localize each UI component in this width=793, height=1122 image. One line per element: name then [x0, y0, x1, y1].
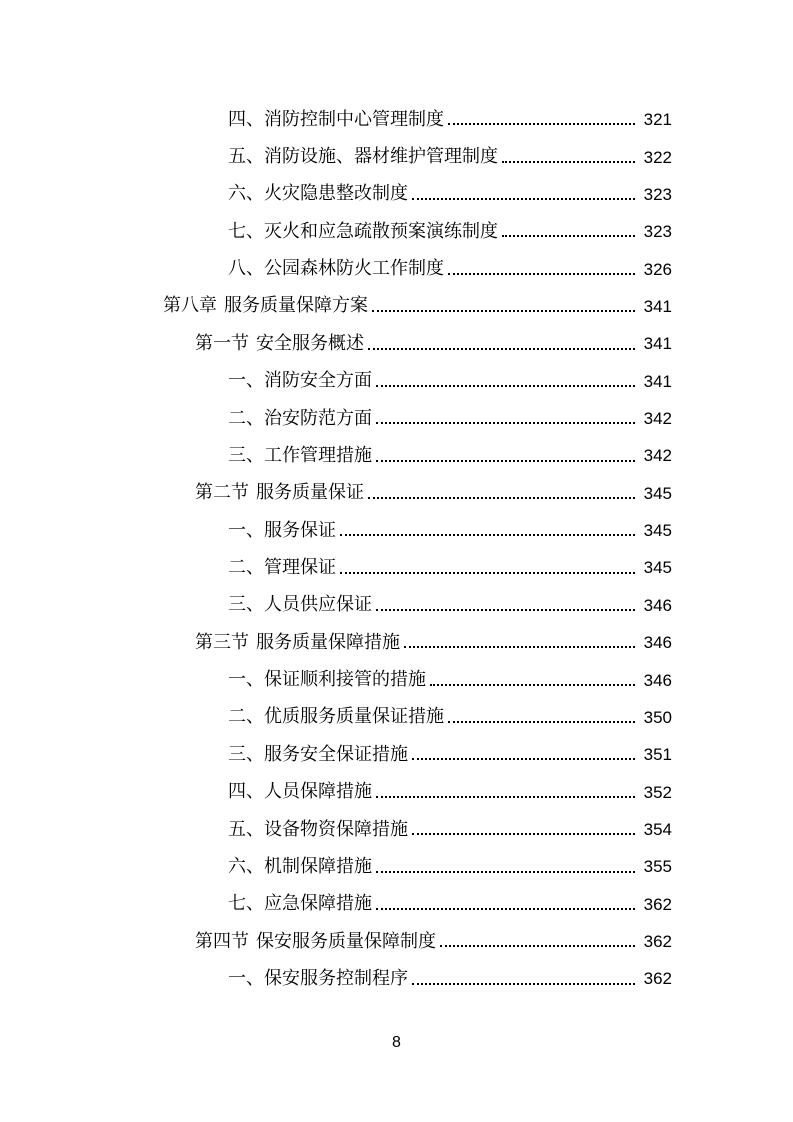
toc-entry-title: 管理保证 [264, 556, 336, 578]
toc-entry-title: 消防控制中心管理制度 [264, 108, 444, 130]
toc-entry-page: 326 [643, 259, 672, 279]
toc-dot-leader [412, 982, 635, 985]
toc-entry-number: 三、 [228, 444, 264, 466]
toc-entry-number: 第四节 [195, 930, 249, 952]
toc-entry[interactable] [0, 736, 793, 773]
toc-entry[interactable] [0, 250, 793, 287]
toc-dot-leader [376, 795, 635, 798]
toc-entry-page: 352 [643, 782, 672, 802]
toc-entry-title: 消防安全方面 [264, 370, 372, 392]
toc-entry[interactable] [0, 138, 793, 175]
toc-dot-leader [368, 347, 635, 350]
toc-entry[interactable] [0, 437, 793, 474]
toc-entry[interactable] [0, 661, 793, 698]
toc-entry-title: 机制保障措施 [264, 855, 372, 877]
toc-entry-page: 351 [643, 745, 672, 765]
toc-entry-page: 350 [643, 707, 672, 727]
toc-entry-number: 五、 [228, 818, 264, 840]
toc-entry-title: 服务质量保障方案 [224, 295, 368, 317]
toc-dot-leader [412, 832, 635, 835]
toc-entry-number: 第三节 [195, 631, 249, 653]
toc-entry-page: 342 [643, 446, 672, 466]
toc-entry-title: 消防设施、器材维护管理制度 [264, 146, 498, 168]
toc-entry-title: 服务质量保障措施 [256, 631, 400, 653]
toc-entry[interactable] [0, 773, 793, 810]
toc-entry[interactable] [0, 549, 793, 586]
toc-entry-page: 341 [643, 296, 672, 316]
toc-entry[interactable] [0, 699, 793, 736]
toc-dot-leader [502, 234, 635, 237]
toc-entry-number: 七、 [228, 220, 264, 242]
toc-entry-number: 四、 [228, 781, 264, 803]
table-of-contents [0, 101, 793, 998]
toc-entry-number: 六、 [228, 183, 264, 205]
toc-entry-title: 设备物资保障措施 [264, 818, 408, 840]
toc-entry-number: 第一节 [195, 332, 249, 354]
toc-dot-leader [440, 944, 635, 947]
toc-entry-number: 七、 [228, 893, 264, 915]
toc-entry-title: 灭火和应急疏散预案演练制度 [264, 220, 498, 242]
toc-entry-title: 人员供应保证 [264, 594, 372, 616]
toc-entry-title: 保安服务控制程序 [264, 967, 408, 989]
toc-entry[interactable] [0, 624, 793, 661]
page-number: 8 [392, 1034, 401, 1051]
toc-entry-title: 安全服务概述 [256, 332, 364, 354]
toc-entry-page: 323 [643, 222, 672, 242]
toc-entry[interactable] [0, 811, 793, 848]
toc-entry-number: 八、 [228, 258, 264, 280]
toc-entry[interactable] [0, 848, 793, 885]
toc-entry-title: 治安防范方面 [264, 407, 372, 429]
toc-dot-leader [430, 683, 635, 686]
toc-entry-title: 应急保障措施 [264, 893, 372, 915]
toc-dot-leader [448, 272, 635, 275]
toc-entry[interactable] [0, 400, 793, 437]
toc-entry-title: 保安服务质量保障制度 [256, 930, 436, 952]
toc-entry[interactable] [0, 923, 793, 960]
toc-dot-leader [340, 533, 635, 536]
toc-entry-number: 二、 [228, 556, 264, 578]
toc-dot-leader [412, 197, 635, 200]
toc-entry-number: 第八章 [163, 295, 217, 317]
toc-entry-page: 322 [643, 147, 672, 167]
toc-entry-title: 公园森林防火工作制度 [264, 258, 444, 280]
toc-entry[interactable] [0, 363, 793, 400]
toc-dot-leader [368, 496, 635, 499]
toc-entry-page: 354 [643, 820, 672, 839]
toc-entry[interactable] [0, 325, 793, 362]
toc-entry-page: 342 [643, 409, 672, 429]
toc-entry-title: 服务质量保证 [256, 482, 364, 504]
toc-entry[interactable] [0, 213, 793, 250]
toc-dot-leader [340, 571, 635, 574]
toc-dot-leader [376, 384, 635, 387]
toc-entry[interactable] [0, 886, 793, 923]
toc-entry[interactable] [0, 512, 793, 549]
toc-entry-title: 服务保证 [264, 519, 336, 541]
toc-entry-page: 355 [643, 857, 672, 877]
toc-entry-title: 工作管理措施 [264, 444, 372, 466]
toc-entry[interactable] [0, 288, 793, 325]
toc-entry-number: 一、 [228, 669, 264, 691]
toc-entry-title: 优质服务质量保证措施 [264, 706, 444, 728]
toc-dot-leader [376, 870, 635, 873]
toc-entry-page: 346 [643, 595, 672, 615]
toc-entry[interactable] [0, 960, 793, 997]
toc-entry-number: 第二节 [195, 482, 249, 504]
toc-entry-number: 二、 [228, 407, 264, 429]
toc-entry[interactable] [0, 587, 793, 624]
toc-entry-page: 345 [643, 521, 672, 541]
toc-dot-leader [376, 459, 635, 462]
toc-dot-leader [448, 720, 635, 723]
toc-entry-number: 四、 [228, 108, 264, 130]
toc-entry-number: 五、 [228, 146, 264, 168]
toc-entry-page: 345 [643, 558, 672, 578]
toc-entry-page: 346 [643, 633, 672, 653]
toc-entry-page: 323 [643, 184, 672, 204]
toc-entry-number: 一、 [228, 370, 264, 392]
toc-entry-number: 二、 [228, 706, 264, 728]
toc-entry-page: 341 [643, 334, 672, 354]
toc-dot-leader [372, 309, 635, 312]
toc-dot-leader [376, 907, 635, 910]
toc-entry-number: 一、 [228, 967, 264, 989]
toc-dot-leader [376, 608, 635, 611]
toc-dot-leader [502, 160, 635, 163]
toc-entry-page: 345 [643, 483, 672, 503]
toc-entry-title: 火灾隐患整改制度 [264, 183, 408, 205]
toc-entry[interactable] [0, 475, 793, 512]
toc-entry-page: 346 [643, 670, 672, 690]
toc-entry-page: 321 [643, 110, 672, 130]
toc-entry-title: 服务安全保证措施 [264, 743, 408, 765]
toc-entry-number: 三、 [228, 743, 264, 765]
toc-entry-title: 人员保障措施 [264, 781, 372, 803]
toc-entry[interactable] [0, 101, 793, 138]
toc-entry-page: 362 [643, 894, 672, 914]
toc-entry-number: 一、 [228, 519, 264, 541]
toc-entry-number: 六、 [228, 855, 264, 877]
toc-dot-leader [404, 645, 635, 648]
toc-entry-page: 341 [643, 371, 672, 391]
toc-entry-title: 保证顺利接管的措施 [264, 669, 426, 691]
toc-dot-leader [412, 757, 635, 760]
toc-entry-page: 362 [643, 969, 672, 989]
toc-entry[interactable] [0, 176, 793, 213]
toc-dot-leader [448, 122, 635, 125]
toc-dot-leader [376, 421, 635, 424]
toc-entry-number: 三、 [228, 594, 264, 616]
toc-entry-page: 362 [643, 932, 672, 952]
